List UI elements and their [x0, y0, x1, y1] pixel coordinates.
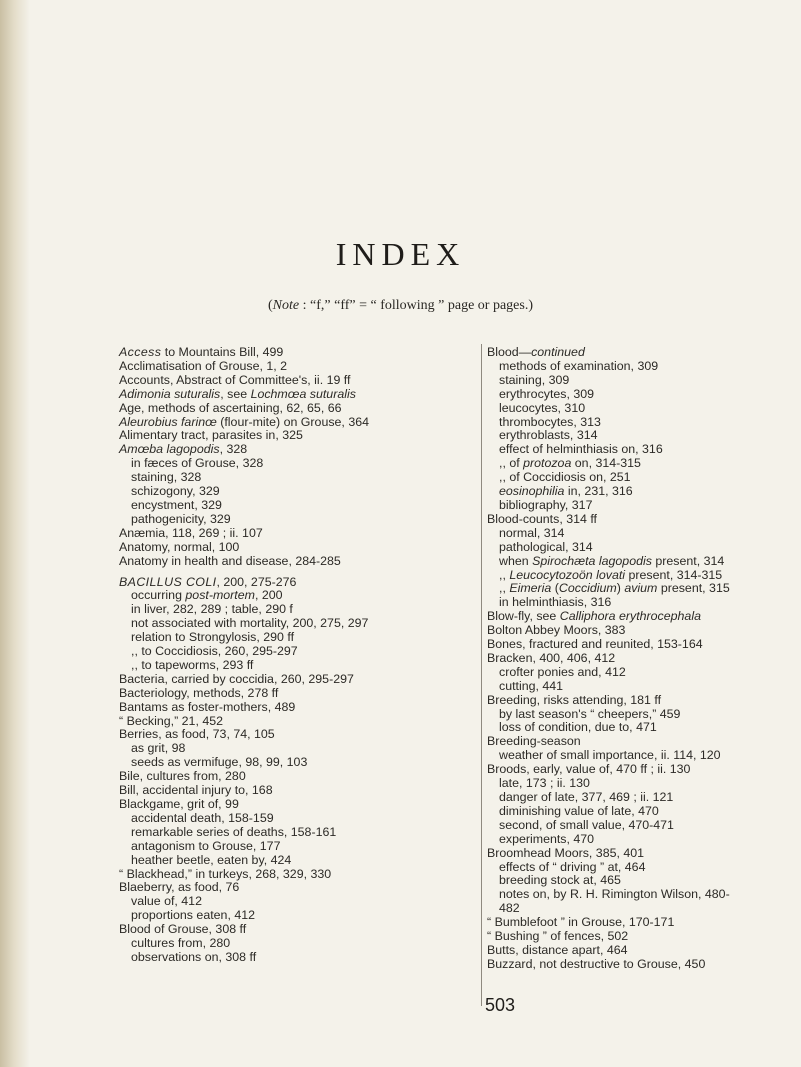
entry-text: bibliography, 317: [499, 497, 593, 512]
entry-text: Amœba lagopodis: [119, 442, 220, 457]
entry-text: second, of small value, 470-471: [499, 817, 674, 832]
entry-text: remarkable series of deaths, 158-161: [131, 824, 337, 839]
index-entry: [119, 346, 454, 360]
index-entry: [119, 402, 454, 416]
index-subentry: [119, 499, 454, 513]
index-subentry: [487, 416, 801, 430]
entry-text: cultures from, 280: [131, 936, 231, 951]
entry-text: ,, of: [499, 456, 524, 471]
index-subentry: [487, 569, 801, 583]
entry-text: Eimeria: [509, 581, 552, 596]
entry-text: staining, 309: [499, 372, 570, 387]
index-entry: [119, 701, 454, 715]
entry-text: eosinophilia: [499, 484, 565, 499]
index-entry: [119, 374, 454, 388]
index-subentry: [487, 443, 801, 457]
index-subentry: [487, 429, 801, 443]
entry-text: Acclimatisation of Grouse, 1, 2: [119, 358, 288, 373]
entry-text: in fæces of Grouse, 328: [131, 456, 264, 471]
index-entry: [487, 930, 801, 944]
entry-text: ,, to tapeworms, 293 ff: [131, 657, 254, 672]
index-entry: [119, 576, 454, 590]
index-subentry: [119, 457, 454, 471]
index-entry: [487, 763, 801, 777]
entry-text: ,,: [499, 567, 510, 582]
entry-text: Anatomy in health and disease, 284-285: [119, 553, 341, 568]
entry-text: BACILLUS COLI: [119, 574, 217, 589]
entry-text: Blood-counts, 314 ff: [487, 511, 597, 526]
index-subentry: [487, 708, 801, 722]
entry-text: present, 314-315: [625, 567, 723, 582]
index-subentry: [487, 874, 801, 888]
entry-text: Bolton Abbey Moors, 383: [487, 623, 626, 638]
entry-text: Access: [119, 345, 162, 359]
index-entry: [119, 429, 454, 443]
index-entry: [487, 916, 801, 930]
index-subentry: [119, 951, 454, 965]
index-entry: [119, 923, 454, 937]
entry-text: Bacteriology, methods, 278 ff: [119, 685, 279, 700]
index-entry: [119, 541, 454, 555]
index-entry: [487, 610, 801, 624]
entry-text: leucocytes, 310: [499, 400, 586, 415]
index-subentry: [487, 582, 801, 596]
index-subentry: [119, 854, 454, 868]
index-subentry: [487, 402, 801, 416]
entry-text: Berries, as food, 73, 74, 105: [119, 727, 275, 742]
entry-text: Lochmœa suturalis: [250, 386, 356, 401]
entry-text: “ Blackhead,” in turkeys, 268, 329, 330: [119, 866, 332, 881]
entry-text: Bile, cultures from, 280: [119, 769, 246, 784]
entry-text: experiments, 470: [499, 831, 595, 846]
index-subentry: [119, 645, 454, 659]
entry-text: normal, 314: [499, 525, 565, 540]
index-subentry: [119, 485, 454, 499]
index-entry: [487, 513, 801, 527]
entry-text: , see: [220, 386, 251, 401]
index-subentry: [487, 805, 801, 819]
index-subentry: [119, 840, 454, 854]
entry-text: notes on, by R. H. Rimington Wilson, 480-: [499, 887, 730, 902]
index-entry: [119, 881, 454, 895]
index-entry: [119, 388, 454, 402]
entry-text: cutting, 441: [499, 678, 564, 693]
entry-text: Bacteria, carried by coccidia, 260, 295-297: [119, 671, 354, 686]
entry-text: Calliphora erythrocephala: [559, 609, 701, 624]
entry-text: methods of examination, 309: [499, 358, 659, 373]
entry-text: in liver, 282, 289 ; table, 290 f: [131, 602, 293, 617]
entry-text: Blood of Grouse, 308 ff: [119, 922, 247, 937]
entry-text: avium: [624, 581, 658, 596]
index-subentry: [119, 617, 454, 631]
entry-text: Age, methods of ascertaining, 62, 65, 66: [119, 400, 342, 415]
index-entry: [119, 527, 454, 541]
entry-text: occurring: [131, 588, 186, 603]
index-entry: [119, 416, 454, 430]
entry-text: Bantams as foster-mothers, 489: [119, 699, 296, 714]
entry-text: antagonism to Grouse, 177: [131, 838, 281, 853]
entry-text: Alimentary tract, parasites in, 325: [119, 428, 303, 443]
entry-text: crofter ponies and, 412: [499, 664, 626, 679]
index-subentry: [119, 631, 454, 645]
index-entry: [487, 958, 801, 972]
entry-text: , 200, 275-276: [216, 574, 297, 589]
entry-text: Anæmia, 118, 269 ; ii. 107: [119, 525, 263, 540]
entry-text: in helminthiasis, 316: [499, 595, 612, 610]
index-subentry: [487, 902, 801, 916]
entry-text: protozoa: [523, 456, 572, 471]
entry-text: in, 231, 316: [564, 484, 633, 499]
entry-text: Blood—: [487, 345, 532, 359]
entry-text: loss of condition, due to, 471: [499, 720, 657, 735]
abbreviation-note: [0, 298, 801, 314]
index-subentry: [119, 742, 454, 756]
entry-text: Anatomy, normal, 100: [119, 539, 240, 554]
entry-text: (flour-mite) on Grouse, 364: [216, 414, 369, 429]
entry-text: effects of “ driving ” at, 464: [499, 859, 646, 874]
index-subentry: [487, 888, 801, 902]
index-subentry: [487, 499, 801, 513]
index-entry: [487, 847, 801, 861]
entry-text: post-mortem: [185, 588, 255, 603]
entry-text: staining, 328: [131, 470, 202, 485]
entry-text: Buzzard, not destructive to Grouse, 450: [487, 956, 706, 971]
entry-text: to Mountains Bill, 499: [161, 345, 284, 359]
index-subentry: [119, 471, 454, 485]
entry-text: diminishing value of late, 470: [499, 803, 659, 818]
page-title: INDEX: [335, 236, 466, 272]
index-entry: [119, 687, 454, 701]
index-entry: [119, 770, 454, 784]
index-entry: [487, 944, 801, 958]
entry-text: accidental death, 158-159: [131, 810, 274, 825]
index-subentry: [119, 909, 454, 923]
entry-text: Leucocytozoön lovati: [509, 567, 626, 582]
entry-text: thrombocytes, 313: [499, 414, 601, 429]
index-column-right: [487, 346, 801, 972]
entry-text: (: [551, 581, 559, 596]
index-entry: [119, 360, 454, 374]
entry-text: “ Bushing ” of fences, 502: [487, 929, 629, 944]
entry-text: pathogenicity, 329: [131, 511, 231, 526]
index-subentry: [487, 541, 801, 555]
entry-text: Bracken, 400, 406, 412: [487, 650, 616, 665]
index-entry: [119, 443, 454, 457]
index-subentry: [487, 485, 801, 499]
index-subentry: [119, 812, 454, 826]
entry-text: Broomhead Moors, 385, 401: [487, 845, 645, 860]
index-subentry: [487, 833, 801, 847]
entry-text: continued: [531, 345, 585, 359]
entry-text: proportions eaten, 412: [131, 908, 255, 923]
entry-text: Blaeberry, as food, 76: [119, 880, 240, 895]
entry-text: relation to Strongylosis, 290 ff: [131, 630, 295, 645]
column-divider: [481, 344, 482, 1006]
index-subentry: [487, 749, 801, 763]
index-subentry: [487, 555, 801, 569]
index-subentry: [487, 861, 801, 875]
note-body: : “f,” “ff” = “ following ” page or pages.): [299, 298, 533, 313]
index-entry: [119, 555, 454, 569]
index-subentry: [487, 527, 801, 541]
index-subentry: [487, 360, 801, 374]
index-subentry: [487, 388, 801, 402]
entry-text: by last season's “ cheepers,” 459: [499, 706, 681, 721]
entry-text: Bill, accidental injury to, 168: [119, 783, 273, 798]
entry-text: Breeding-season: [487, 734, 581, 749]
index-subentry: [487, 471, 801, 485]
index-entry: [487, 652, 801, 666]
index-subentry: [119, 659, 454, 673]
entry-text: value of, 412: [131, 894, 202, 909]
index-entry: [119, 798, 454, 812]
entry-text: as grit, 98: [131, 741, 186, 756]
entry-text: on, 314-315: [571, 456, 641, 471]
entry-text: Aleurobius farinœ: [119, 414, 217, 429]
index-subentry: [119, 589, 454, 603]
entry-text: “ Becking,” 21, 452: [119, 713, 224, 728]
entry-text: Blow-fly, see: [487, 609, 560, 624]
index-subentry: [487, 680, 801, 694]
entry-text: ): [616, 581, 625, 596]
entry-text: ,, to Coccidiosis, 260, 295-297: [131, 644, 298, 659]
index-subentry: [119, 513, 454, 527]
entry-text: ,,: [499, 581, 510, 596]
entry-text: seeds as vermifuge, 98, 99, 103: [131, 755, 308, 770]
index-entry: [487, 624, 801, 638]
entry-text: present, 314: [651, 553, 725, 568]
entry-text: erythroblasts, 314: [499, 428, 598, 443]
index-subentry: [487, 777, 801, 791]
index-subentry: [487, 457, 801, 471]
index-subentry: [487, 791, 801, 805]
entry-text: not associated with mortality, 200, 275, 297: [131, 616, 369, 631]
index-column-left: [119, 346, 454, 965]
index-subentry: [119, 756, 454, 770]
entry-text: weather of small importance, ii. 114, 120: [499, 748, 721, 763]
index-subentry: [119, 937, 454, 951]
page-number: 503: [485, 995, 516, 1015]
index-entry: [487, 694, 801, 708]
index-entry: [119, 673, 454, 687]
entry-text: when: [499, 553, 533, 568]
index-subentry: [487, 721, 801, 735]
entry-text: “ Bumblefoot ” in Grouse, 170-171: [487, 915, 675, 930]
entry-text: ,, of Coccidiosis on, 251: [499, 470, 631, 485]
index-subentry: [119, 895, 454, 909]
index-entry: [487, 346, 801, 360]
note-label: Note: [272, 298, 300, 313]
index-subentry: [487, 819, 801, 833]
entry-text: erythrocytes, 309: [499, 386, 595, 401]
note-open-paren: (: [268, 298, 273, 313]
entry-text: Coccidium: [558, 581, 617, 596]
page-binding-edge: [0, 0, 30, 1067]
index-subentry: [487, 666, 801, 680]
entry-text: breeding stock at, 465: [499, 873, 621, 888]
index-entry: [487, 638, 801, 652]
entry-text: late, 173 ; ii. 130: [499, 776, 590, 791]
entry-text: Broods, early, value of, 470 ff ; ii. 130: [487, 762, 691, 777]
entry-text: Accounts, Abstract of Committee's, ii. 19 ff: [119, 372, 351, 387]
entry-text: Spirochæta lagopodis: [532, 553, 652, 568]
index-entry: [487, 735, 801, 749]
entry-text: Adimonia suturalis: [119, 386, 221, 401]
entry-text: danger of late, 377, 469 ; ii. 121: [499, 790, 674, 804]
entry-text: encystment, 329: [131, 497, 222, 512]
entry-text: Blackgame, grit of, 99: [119, 797, 239, 811]
entry-text: Butts, distance apart, 464: [487, 942, 628, 957]
index-entry: [119, 715, 454, 729]
index-subentry: [119, 826, 454, 840]
index-subentry: [119, 603, 454, 617]
entry-text: Bones, fractured and reunited, 153-164: [487, 637, 703, 652]
index-entry: [119, 784, 454, 798]
entry-text: Breeding, risks attending, 181 ff: [487, 692, 662, 707]
entry-text: 482: [499, 901, 520, 916]
index-subentry: [487, 374, 801, 388]
index-subentry: [487, 596, 801, 610]
index-entry: [119, 868, 454, 882]
entry-text: , 200: [254, 588, 283, 603]
entry-text: heather beetle, eaten by, 424: [131, 852, 292, 867]
entry-text: observations on, 308 ff: [131, 949, 257, 964]
entry-text: pathological, 314: [499, 539, 593, 554]
entry-text: effect of helminthiasis on, 316: [499, 442, 663, 457]
index-entry: [119, 728, 454, 742]
entry-text: , 328: [219, 442, 248, 457]
entry-text: schizogony, 329: [131, 484, 220, 499]
entry-text: present, 315: [657, 581, 730, 596]
